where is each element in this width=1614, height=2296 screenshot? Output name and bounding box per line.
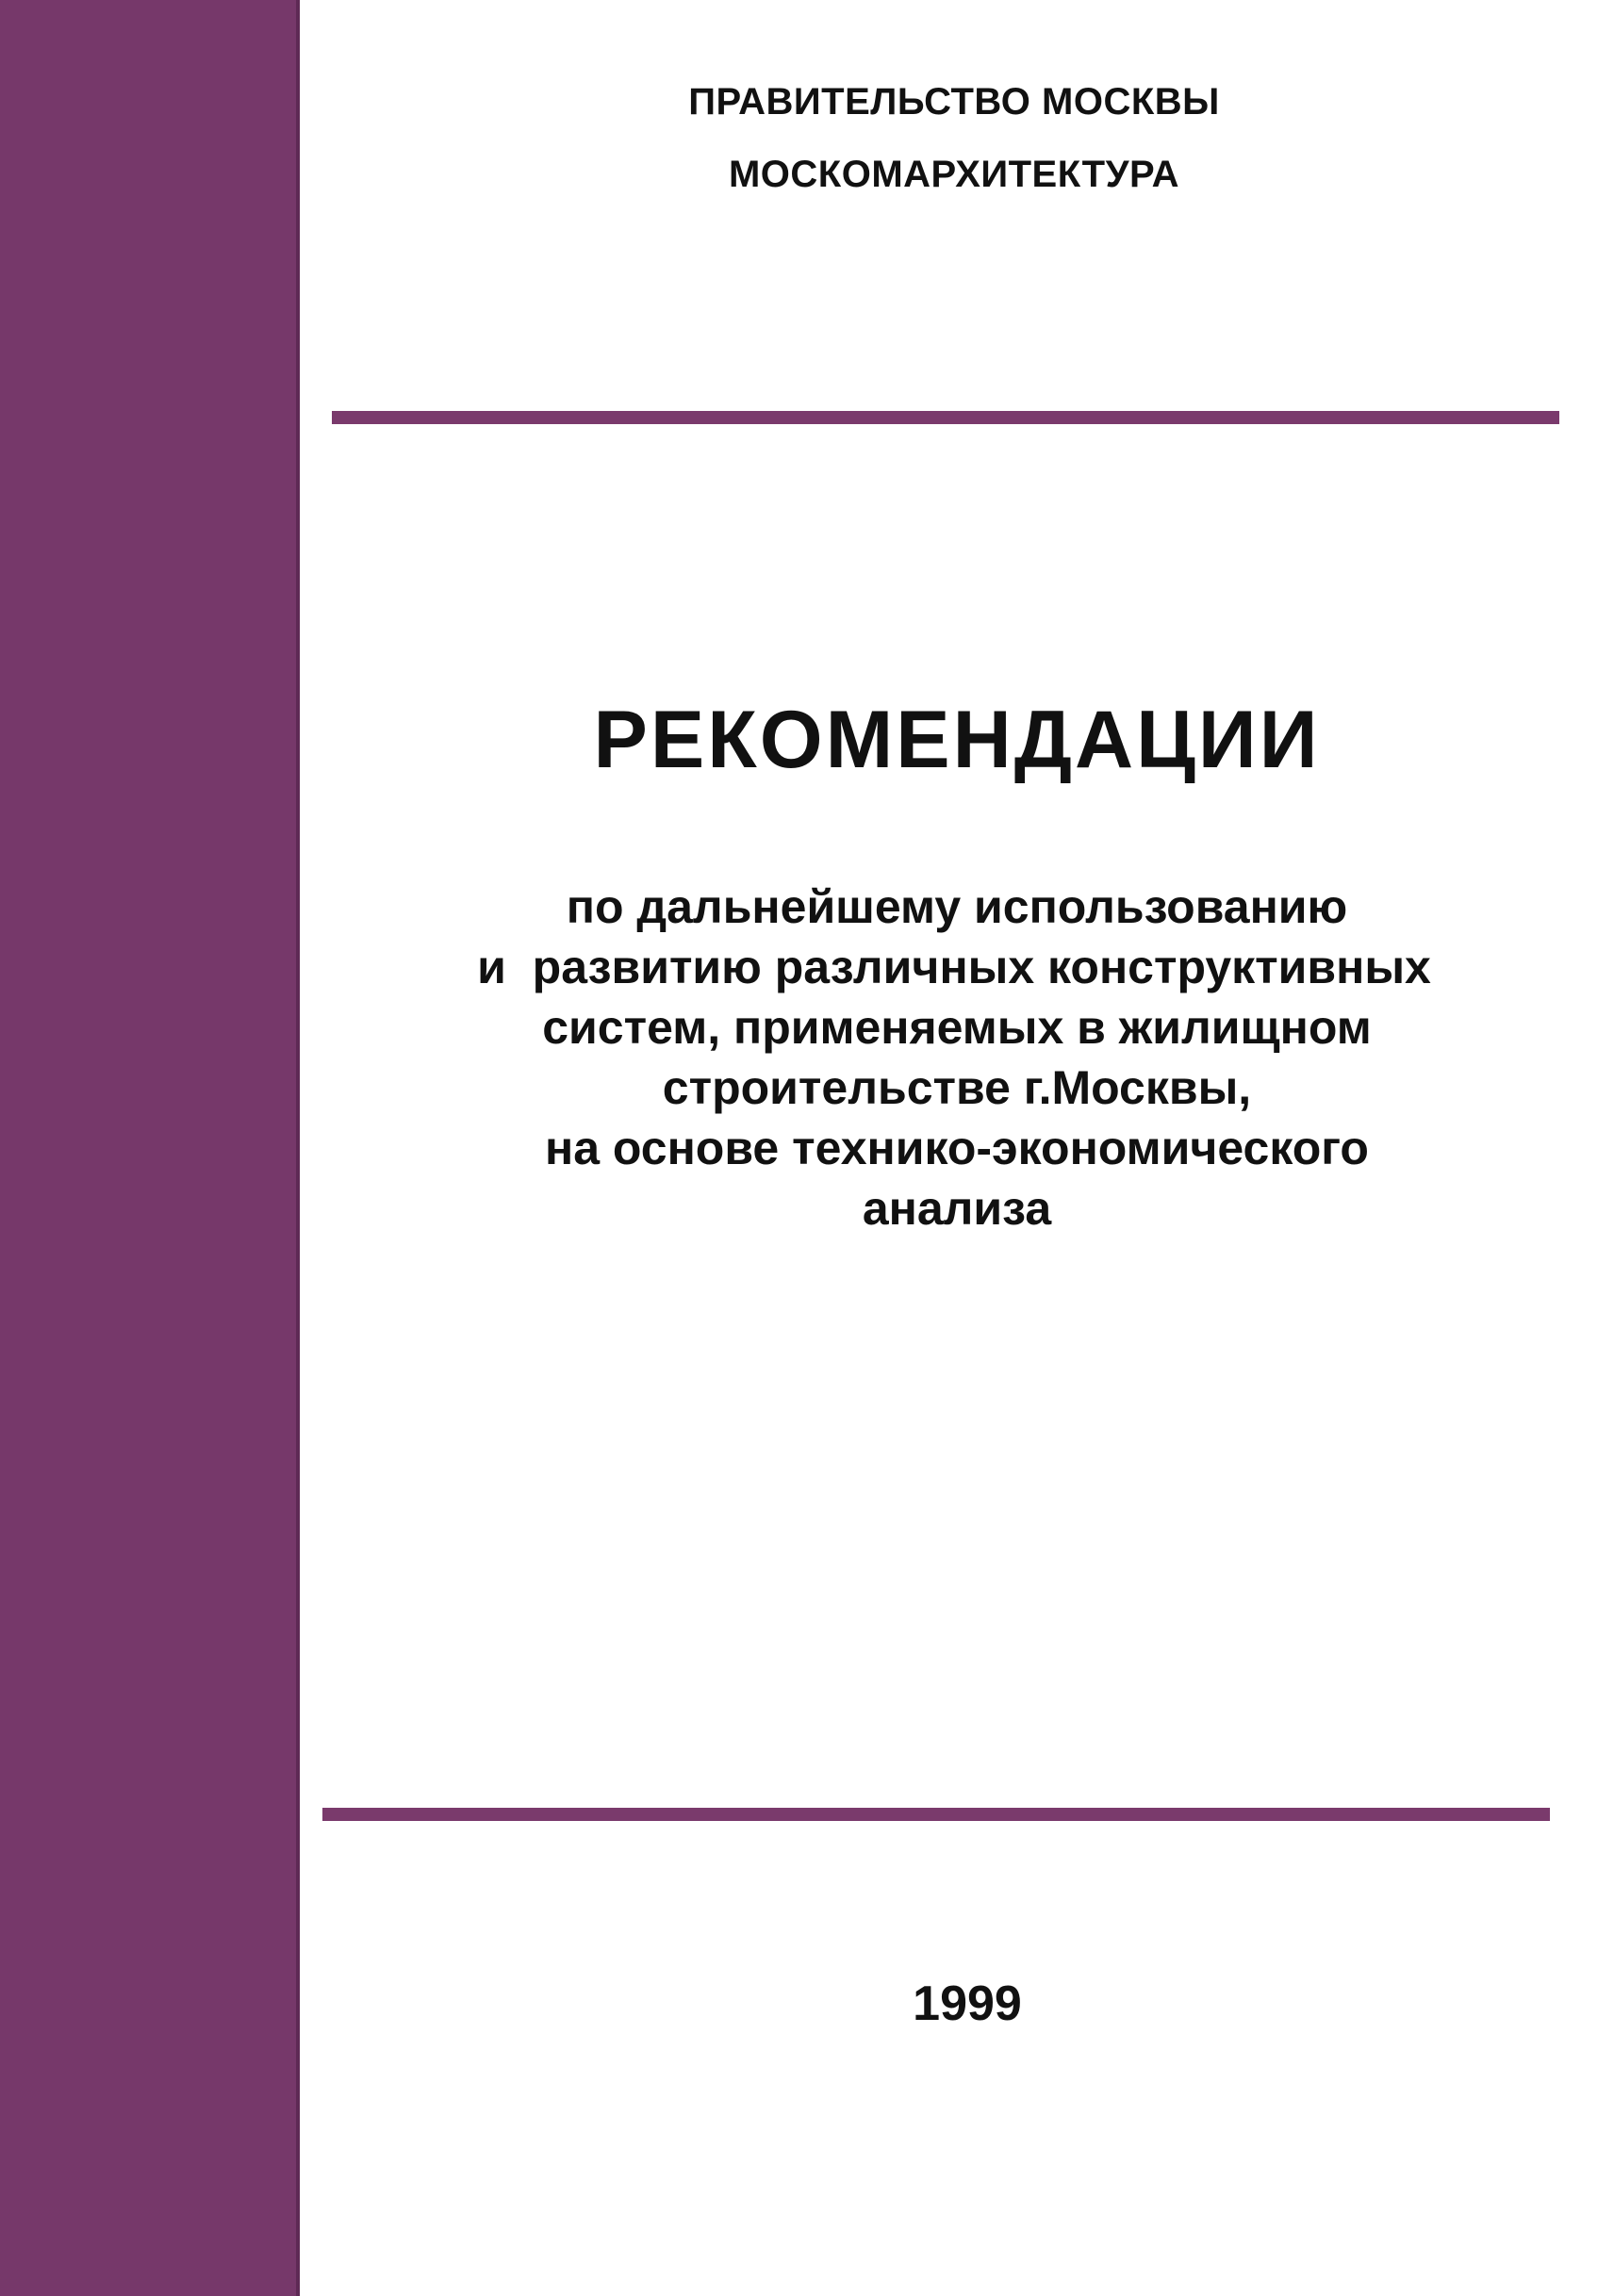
subtitle-line: на основе технико-экономического	[545, 1122, 1369, 1174]
subtitle-line: по дальнейшему использованию	[566, 880, 1348, 933]
bottom-divider	[322, 1808, 1550, 1821]
document-subtitle	[300, 877, 1614, 1238]
top-divider	[332, 411, 1559, 424]
subtitle-line: строительстве г.Москвы,	[662, 1061, 1252, 1114]
subtitle-line: систем, применяемых в жилищном	[542, 1001, 1372, 1054]
document-title: РЕКОМЕНДАЦИИ	[593, 695, 1321, 785]
publication-year: 1999	[913, 1976, 1022, 2031]
subtitle-line: анализа	[862, 1182, 1052, 1235]
cover-header	[300, 83, 1614, 193]
department-name: МОСКОМАРХИТЕКТУРА	[728, 154, 1180, 195]
cover-spine-band	[0, 0, 300, 2296]
organization-name: ПРАВИТЕЛЬСТВО МОСКВЫ	[688, 81, 1220, 123]
subtitle-line: и развитию различных конструктивных	[477, 941, 1431, 993]
